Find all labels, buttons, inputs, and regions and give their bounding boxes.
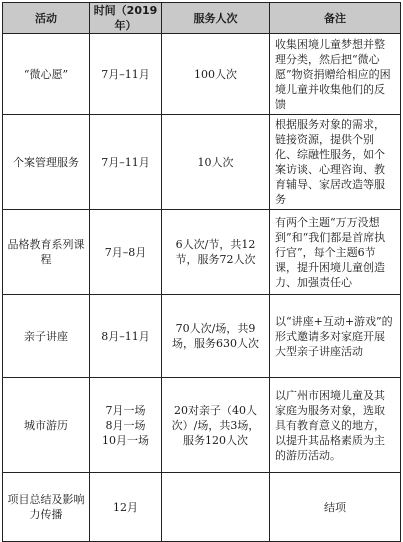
- cell-service: 6人次/节，共12节，服务72人次: [162, 210, 270, 295]
- cell-activity: 个案管理服务: [3, 115, 90, 210]
- cell-time: 8月–11月: [90, 295, 162, 378]
- cell-note: 以广州市困境儿童及其家庭为服务对象，选取具有教育意义的地方，以提升其品格素质为主的游历活动。: [270, 378, 401, 473]
- cell-activity: “微心愿”: [3, 34, 90, 115]
- table-header-row: [3, 3, 401, 34]
- cell-note: 收集困境儿童梦想并整理分类，然后把“微心愿”物资捐赠给相应的困境儿童并收集他们的反馈: [270, 34, 401, 115]
- table-row: [3, 34, 401, 115]
- cell-activity: 城市游历: [3, 378, 90, 473]
- cell-time: 7月–11月: [90, 115, 162, 210]
- cell-service: 100人次: [162, 34, 270, 115]
- table-row: [3, 473, 401, 542]
- cell-service: 70人次/场，共9场，服务630人次: [162, 295, 270, 378]
- cell-note: 有两个主题“万万没想到”和“我们都是首席执行官”，每个主题6节课，提升困境儿童创造力、加强责任心: [270, 210, 401, 295]
- cell-activity: 亲子讲座: [3, 295, 90, 378]
- cell-time: 7月–11月: [90, 34, 162, 115]
- cell-time: 7月–8月: [90, 210, 162, 295]
- cell-time: 7月一场 8月一场 10月一场: [90, 378, 162, 473]
- cell-service: 10人次: [162, 115, 270, 210]
- activity-table: [2, 2, 401, 542]
- header-service: 服务人次: [162, 3, 270, 34]
- cell-activity: 项目总结及影响力传播: [3, 473, 90, 542]
- cell-activity: 品格教育系列课程: [3, 210, 90, 295]
- header-time: 时间（2019年）: [90, 3, 162, 34]
- table-row: [3, 295, 401, 378]
- cell-note: 根据服务对象的需求，链接资源，提供个别化、综融性服务，如个案访谈、心理咨询、教育辅导、家居改造等服务: [270, 115, 401, 210]
- table-row: [3, 115, 401, 210]
- cell-service: 20对亲子（40人次）/场，共3场，服务120人次: [162, 378, 270, 473]
- header-activity: 活动: [3, 3, 90, 34]
- cell-note: 结项: [270, 473, 401, 542]
- cell-service: [162, 473, 270, 542]
- cell-time: 12月: [90, 473, 162, 542]
- table-row: [3, 210, 401, 295]
- table-row: [3, 378, 401, 473]
- header-note: 备注: [270, 3, 401, 34]
- cell-note: 以“讲座+互动+游戏”的形式邀请多对家庭开展大型亲子讲座活动: [270, 295, 401, 378]
